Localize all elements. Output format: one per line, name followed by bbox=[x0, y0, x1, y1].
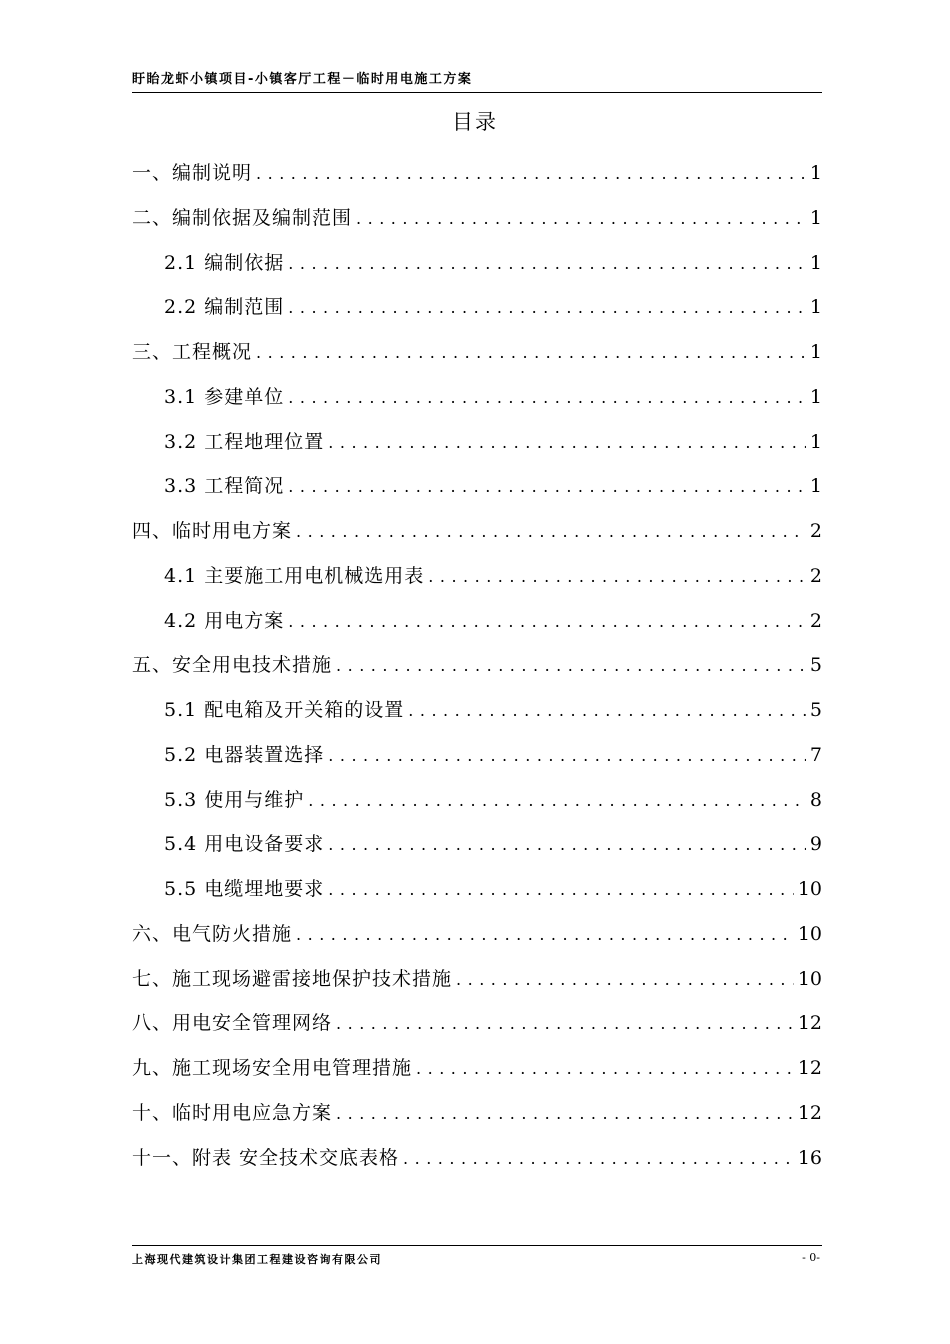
toc-dot-leader bbox=[296, 514, 806, 550]
toc-entry[interactable] bbox=[132, 468, 822, 513]
toc-dot-leader bbox=[288, 380, 806, 416]
toc-entry-page: 10 bbox=[797, 967, 822, 990]
toc-entry[interactable] bbox=[132, 647, 822, 692]
toc-entry-page: 5 bbox=[809, 654, 822, 677]
toc-entry-label: 5.1 配电箱及开关箱的设置 bbox=[164, 699, 405, 721]
toc-entry-label: 5.3 使用与维护 bbox=[164, 788, 305, 811]
toc-entry-page: 1 bbox=[809, 251, 822, 274]
toc-entry-label: 5.5 电缆埋地要求 bbox=[164, 878, 325, 900]
toc-entry-page: 5 bbox=[809, 699, 822, 721]
toc-entry[interactable] bbox=[132, 424, 822, 469]
toc-dot-leader bbox=[288, 290, 806, 326]
toc-entry-label: 3.2 工程地理位置 bbox=[164, 430, 325, 453]
toc-dot-leader bbox=[328, 872, 794, 908]
toc-dot-leader bbox=[408, 693, 806, 729]
toc-entry-page: 1 bbox=[809, 296, 822, 319]
toc-dot-leader bbox=[428, 559, 806, 595]
toc-entry[interactable] bbox=[132, 289, 822, 334]
toc-entry-page: 1 bbox=[809, 430, 822, 453]
toc-entry-label: 4.1 主要施工用电机械选用表 bbox=[164, 564, 425, 587]
toc-entry[interactable] bbox=[132, 961, 822, 1006]
toc-dot-leader bbox=[336, 1096, 794, 1132]
toc-entry[interactable] bbox=[132, 1005, 822, 1050]
toc-dot-leader bbox=[256, 335, 806, 371]
toc-entry[interactable] bbox=[132, 334, 822, 379]
toc-dot-leader bbox=[356, 201, 806, 237]
toc-dot-leader bbox=[256, 156, 806, 192]
toc-entry-page: 1 bbox=[809, 385, 822, 408]
toc-entry-label: 六、电气防火措施 bbox=[132, 922, 293, 945]
table-of-contents bbox=[132, 155, 822, 1184]
toc-entry[interactable] bbox=[132, 1050, 822, 1095]
toc-entry-page: 10 bbox=[797, 878, 822, 900]
toc-entry-label: 十一、附表 安全技术交底表格 bbox=[132, 1146, 400, 1169]
toc-entry[interactable] bbox=[132, 916, 822, 961]
footer-company: 上海现代建筑设计集团工程建设咨询有限公司 bbox=[132, 1253, 382, 1266]
toc-entry-page: 1 bbox=[809, 206, 822, 229]
toc-dot-leader bbox=[288, 469, 806, 505]
toc-entry-page: 7 bbox=[809, 743, 822, 766]
toc-entry-label: 九、施工现场安全用电管理措施 bbox=[132, 1057, 413, 1079]
toc-entry-label: 3.1 参建单位 bbox=[164, 385, 285, 408]
toc-dot-leader bbox=[328, 425, 806, 461]
toc-entry[interactable] bbox=[132, 782, 822, 827]
toc-entry-page: 10 bbox=[797, 922, 822, 945]
toc-entry-label: 二、编制依据及编制范围 bbox=[132, 206, 353, 229]
toc-entry-page: 12 bbox=[797, 1057, 822, 1079]
toc-dot-leader bbox=[416, 1051, 794, 1087]
toc-title: 目录 bbox=[452, 110, 498, 134]
toc-entry-label: 十、临时用电应急方案 bbox=[132, 1101, 333, 1124]
toc-dot-leader bbox=[336, 648, 806, 684]
page-footer bbox=[132, 1245, 822, 1274]
toc-dot-leader bbox=[403, 1141, 794, 1177]
toc-entry-page: 12 bbox=[797, 1101, 822, 1124]
toc-entry-page: 2 bbox=[809, 564, 822, 587]
toc-entry-page: 2 bbox=[809, 609, 822, 632]
toc-entry-page: 1 bbox=[809, 475, 822, 498]
toc-entry[interactable] bbox=[132, 826, 822, 871]
toc-entry-page: 1 bbox=[809, 341, 822, 363]
toc-entry-label: 2.1 编制依据 bbox=[164, 251, 285, 274]
toc-entry[interactable] bbox=[132, 513, 822, 558]
toc-entry[interactable] bbox=[132, 200, 822, 245]
toc-entry[interactable] bbox=[132, 737, 822, 782]
toc-entry-label: 八、用电安全管理网络 bbox=[132, 1012, 333, 1035]
toc-dot-leader bbox=[296, 917, 794, 953]
toc-entry-label: 一、编制说明 bbox=[132, 162, 253, 184]
toc-entry-page: 8 bbox=[809, 788, 822, 811]
toc-entry-page: 2 bbox=[809, 520, 822, 542]
toc-entry-page: 1 bbox=[809, 162, 822, 184]
toc-dot-leader bbox=[288, 604, 806, 640]
toc-dot-leader bbox=[456, 962, 794, 998]
toc-entry-page: 9 bbox=[809, 833, 822, 856]
toc-entry-label: 三、工程概况 bbox=[132, 341, 253, 363]
toc-entry-label: 3.3 工程简况 bbox=[164, 475, 285, 498]
toc-entry[interactable] bbox=[132, 871, 822, 916]
toc-entry[interactable] bbox=[132, 245, 822, 290]
toc-entry-label: 4.2 用电方案 bbox=[164, 609, 285, 632]
footer-page-number: - 0- bbox=[802, 1251, 820, 1264]
toc-dot-leader bbox=[328, 738, 806, 774]
toc-dot-leader bbox=[336, 1006, 794, 1042]
toc-entry-label: 2.2 编制范围 bbox=[164, 296, 285, 319]
header-title: 盱眙龙虾小镇项目-小镇客厅工程－临时用电施工方案 bbox=[132, 72, 473, 87]
toc-entry[interactable] bbox=[132, 379, 822, 424]
toc-entry-page: 12 bbox=[797, 1012, 822, 1035]
toc-entry[interactable] bbox=[132, 558, 822, 603]
toc-entry-label: 四、临时用电方案 bbox=[132, 520, 293, 542]
toc-entry-label: 5.2 电器装置选择 bbox=[164, 743, 325, 766]
toc-entry[interactable] bbox=[132, 603, 822, 648]
toc-dot-leader bbox=[288, 246, 806, 282]
toc-entry-label: 五、安全用电技术措施 bbox=[132, 654, 333, 677]
toc-entry[interactable] bbox=[132, 1140, 822, 1185]
toc-entry[interactable] bbox=[132, 155, 822, 200]
toc-dot-leader bbox=[328, 827, 806, 863]
toc-entry-label: 5.4 用电设备要求 bbox=[164, 833, 325, 856]
toc-entry-label: 七、施工现场避雷接地保护技术措施 bbox=[132, 967, 453, 990]
toc-entry-page: 16 bbox=[797, 1146, 822, 1169]
toc-entry[interactable] bbox=[132, 692, 822, 737]
page-header bbox=[132, 66, 822, 93]
toc-dot-leader bbox=[308, 783, 806, 819]
toc-entry[interactable] bbox=[132, 1095, 822, 1140]
